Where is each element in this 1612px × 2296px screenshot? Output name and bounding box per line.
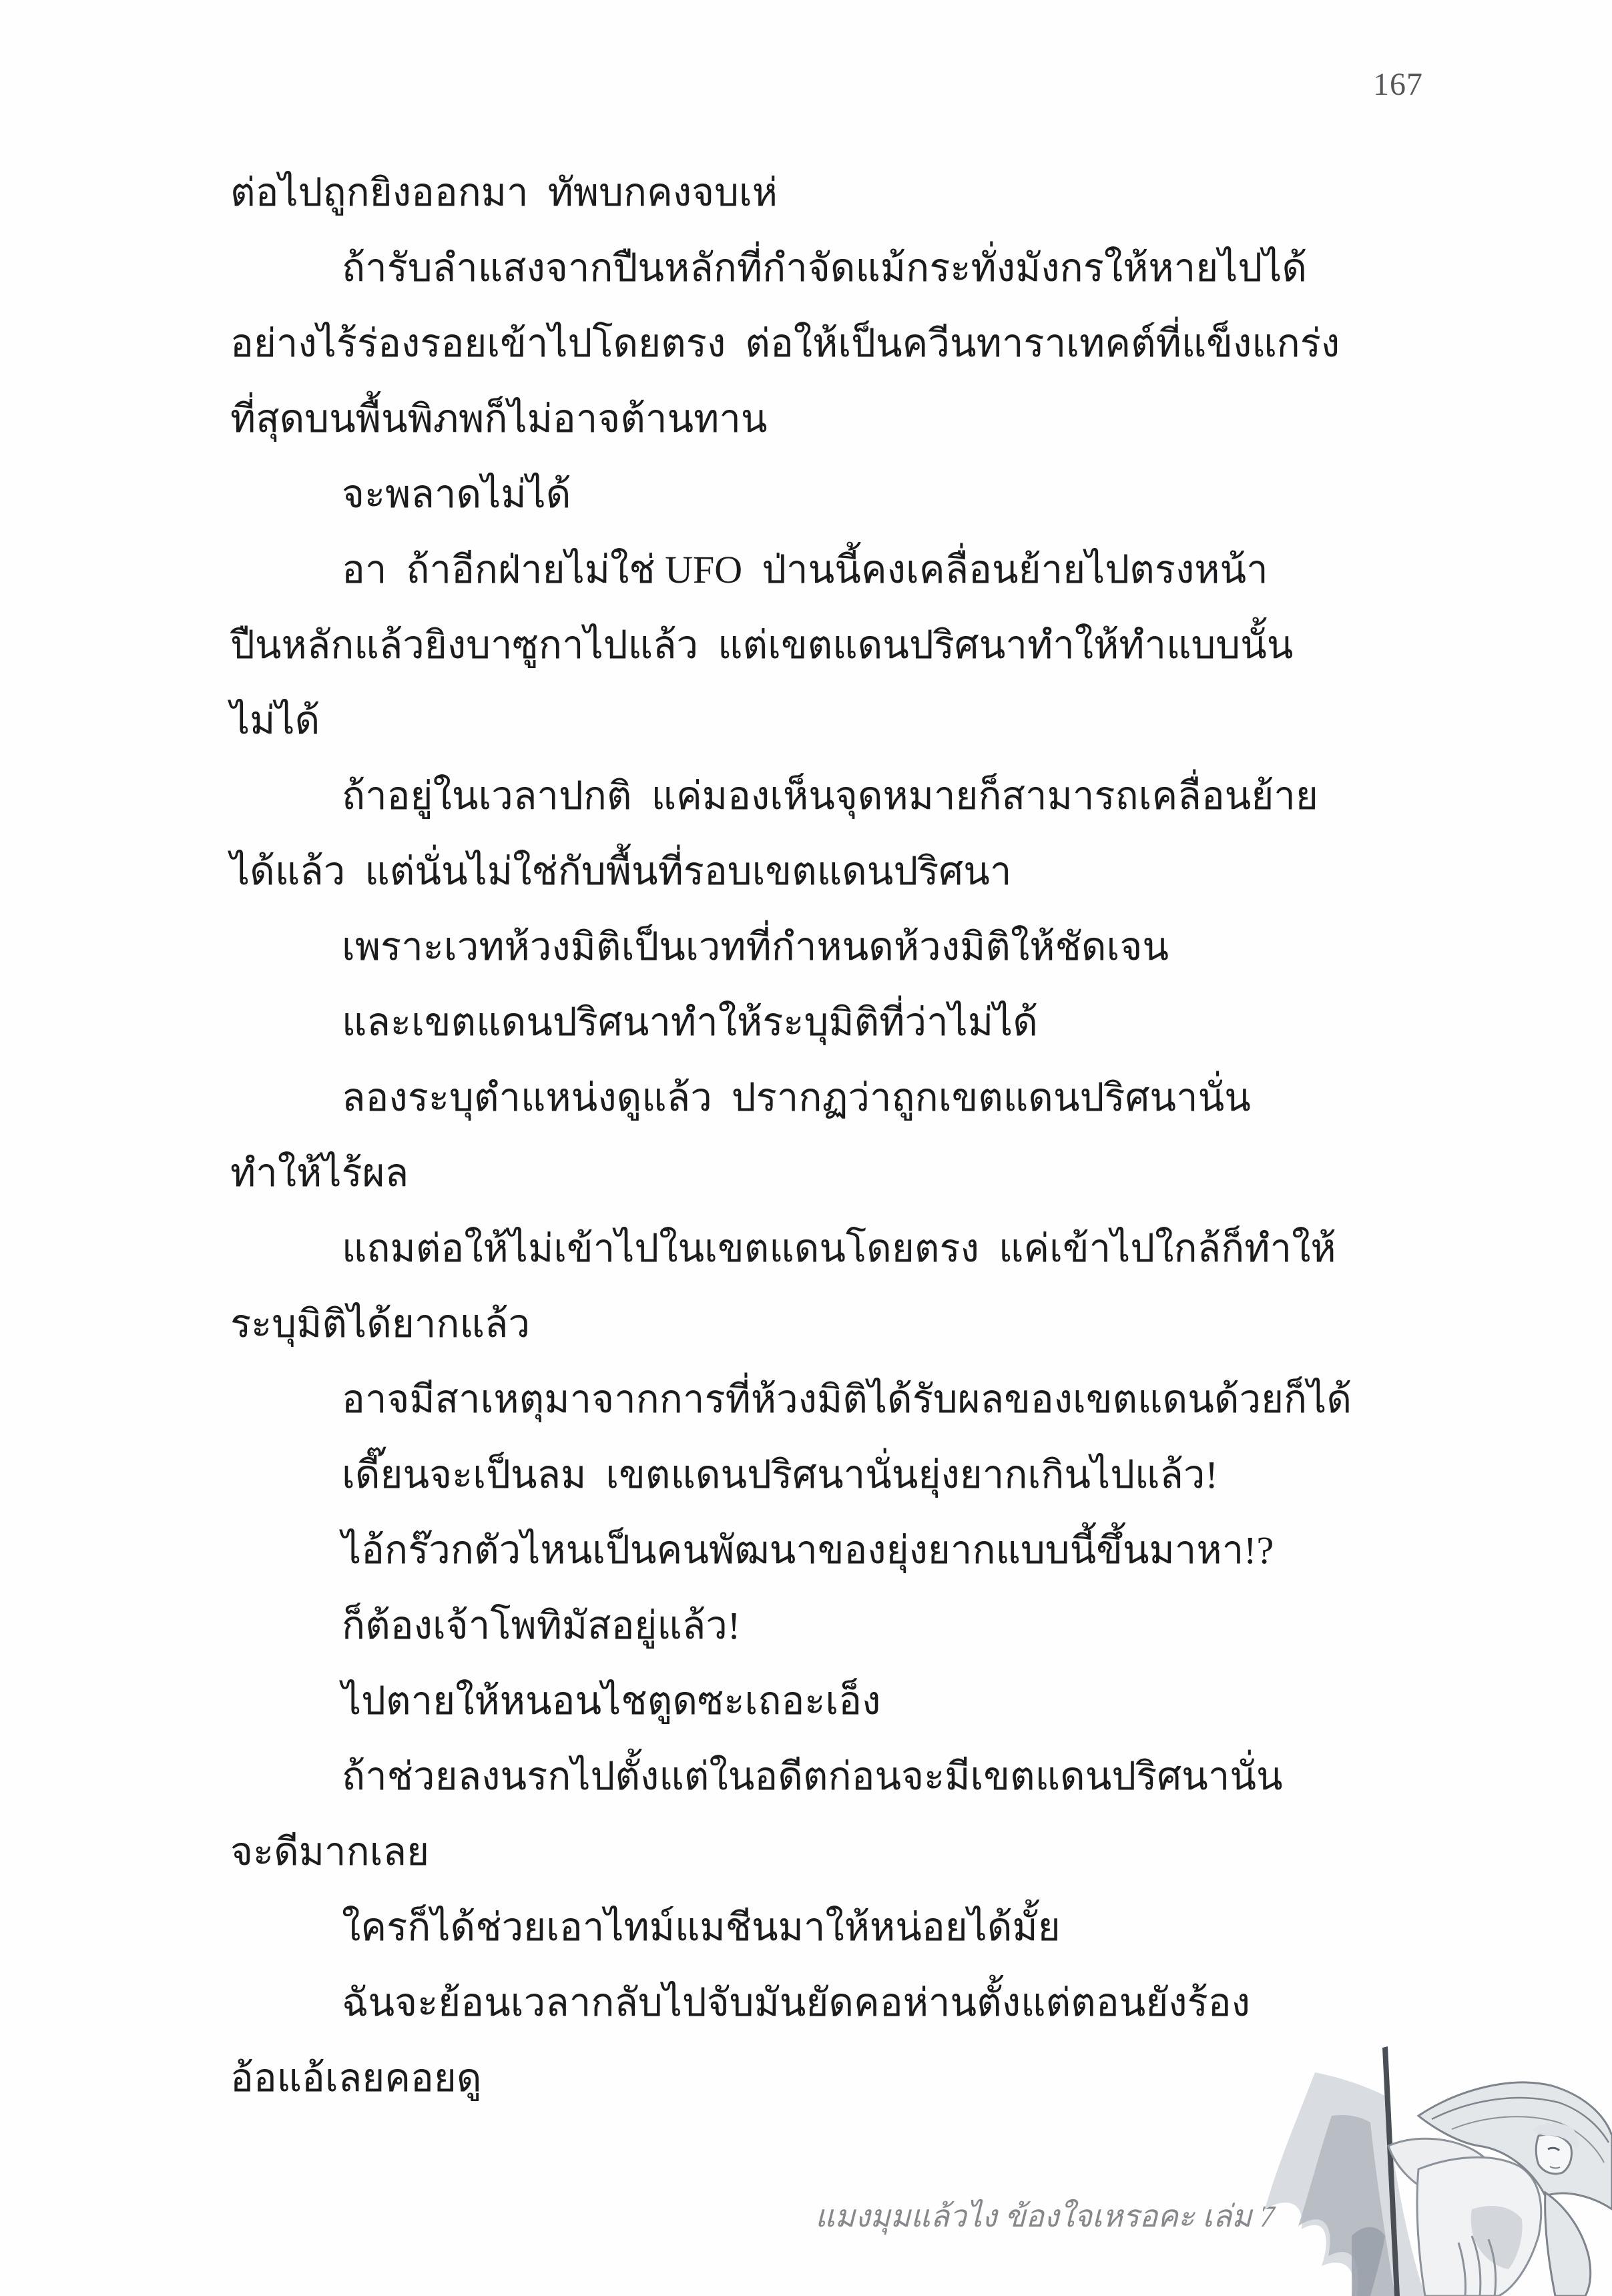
text-line: ได้แล้ว แต่นั่นไม่ใช่กับพื้นที่รอบเขตแดนปริศนา — [230, 850, 1012, 893]
text-line: ถ้าอยู่ในเวลาปกติ แค่มองเห็นจุดหมายก็สามารถเคลื่อนย้าย — [342, 774, 1318, 818]
text-line: ระบุมิติได้ยากแล้ว — [230, 1302, 531, 1346]
text-line: อา ถ้าอีกฝ่ายไม่ใช่ UFO ป่านนี้คงเคลื่อนย้ายไปตรงหน้า — [342, 548, 1268, 591]
page-number: 167 — [1373, 67, 1423, 102]
character-sketch-illustration — [1252, 2036, 1612, 2296]
text-line: ฉันจะย้อนเวลากลับไปจับมันยัดคอห่านตั้งแต่ตอนยังร้อง — [342, 1981, 1250, 2024]
text-line: อ้อแอ้เลยคอยดู — [230, 2056, 482, 2100]
text-line: ใครก็ได้ช่วยเอาไทม์แมชีนมาให้หน่อยได้มั้ย — [342, 1906, 1061, 1949]
text-line: แถมต่อให้ไม่เข้าไปในเขตแดนโดยตรง แค่เข้าไปใกล้ก็ทำให้ — [342, 1227, 1336, 1270]
text-line: ไม่ได้ — [230, 699, 320, 742]
text-line: ต่อไปถูกยิงออกมา ทัพบกคงจบเห่ — [230, 171, 778, 214]
body-text — [230, 155, 1392, 2116]
footer-book-title: แมงมุมแล้วไง ข้องใจเหรอคะ เล่ม 7 — [815, 2199, 1275, 2233]
text-line: อย่างไร้ร่องรอยเข้าไปโดยตรง ต่อให้เป็นควีนทาราเทคต์ที่แข็งแกร่ง — [230, 322, 1340, 365]
text-line: อาจมีสาเหตุมาจากการที่ห้วงมิติได้รับผลของเขตแดนด้วยก็ได้ — [342, 1378, 1352, 1421]
text-line: ลองระบุตำแหน่งดูแล้ว ปรากฏว่าถูกเขตแดนปริศนานั่น — [342, 1076, 1251, 1119]
text-line: และเขตแดนปริศนาทำให้ระบุมิติที่ว่าไม่ได้ — [342, 1000, 1038, 1044]
text-line: ทำให้ไร้ผล — [230, 1151, 409, 1195]
text-line: ไปตายให้หนอนไชตูดซะเถอะเอ็ง — [342, 1679, 881, 1723]
text-line: จะดีมากเลย — [230, 1830, 430, 1874]
text-line: ก็ต้องเจ้าโพทิมัสอยู่แล้ว! — [342, 1604, 741, 1647]
text-line: เพราะเวทห้วงมิติเป็นเวทที่กำหนดห้วงมิติให้ชัดเจน — [342, 925, 1169, 968]
text-line: ที่สุดบนพื้นพิภพก็ไม่อาจต้านทาน — [230, 397, 768, 441]
text-line: เดี๊ยนจะเป็นลม เขตแดนปริศนานั่นยุ่งยากเกินไปแล้ว! — [342, 1453, 1218, 1496]
text-line: ไอ้กร๊วกตัวไหนเป็นคนพัฒนาของยุ่งยากแบบนี้ขึ้นมาหา!? — [342, 1528, 1274, 1572]
text-line: ถ้ารับลำแสงจากปืนหลักที่กำจัดแม้กระทั่งมังกรให้หายไปได้ — [342, 246, 1308, 290]
text-line: ถ้าช่วยลงนรกไปตั้งแต่ในอดีตก่อนจะมีเขตแดนปริศนานั่น — [342, 1755, 1283, 1798]
text-line: จะพลาดไม่ได้ — [342, 473, 571, 516]
text-line: ปืนหลักแล้วยิงบาซูกาไปแล้ว แต่เขตแดนปริศนาทำให้ทำแบบนั้น — [230, 623, 1294, 667]
